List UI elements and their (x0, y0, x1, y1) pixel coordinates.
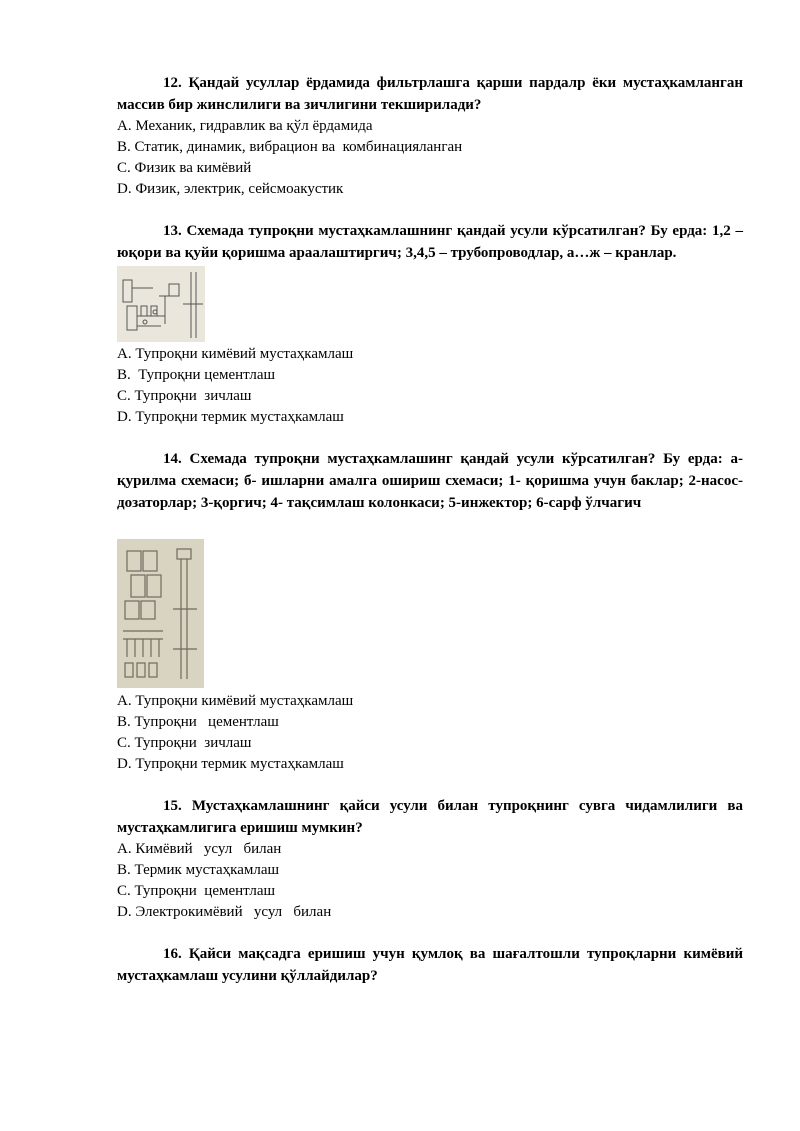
q15-option-c: C. Тупроқни цементлаш (117, 883, 276, 899)
question-14: 14. Схемада тупроқни мустаҳкамлашинг қандай усули кўрсатилган? Бу ерда: а-қурилма схемаси; б- ишларни амалга ошириш схемаси; 1- қоришма учун баклар; 2-насос-дозаторлар; 3-қоргич; 4- тақсимлаш колонкаси; 5-инжектор; 6-сарф ўлчагич (117, 451, 743, 511)
q14-option-a: A. Тупроқни кимёвий мустаҳкамлаш (117, 693, 354, 709)
question-12: 12. Қандай усуллар ёрдамида фильтрлашга қарши пардалр ёки мустаҳкамланган массив бир жинслилиги ва зичлигини текширилади? (117, 75, 743, 113)
soil-cementing-scheme-figure (117, 266, 205, 342)
q12-option-a: A. Механик, гидравлик ва қўл ёрдамида (117, 118, 373, 134)
q13-option-a: A. Тупроқни кимёвий мустаҳкамлаш (117, 346, 354, 362)
q12-option-c: C. Физик ва кимёвий (117, 160, 252, 176)
q14-option-d: D. Тупроқни термик мустаҳкамлаш (117, 756, 344, 772)
question-15: 15. Мустаҳкамлашнинг қайси усули билан тупроқнинг сувга чидамлилиги ва мустаҳкамлигига еришиш мумкин? (117, 798, 743, 836)
q13-option-c: C. Тупроқни зичлаш (117, 388, 252, 404)
q15-option-d: D. Электрокимёвий усул билан (117, 904, 332, 920)
document-page (117, 72, 743, 987)
question-13: 13. Схемада тупроқни мустаҳкамлашнинг қандай усули кўрсатилган? Бу ерда: 1,2 – юқори ва қуйи қоришма араалаштиргич; 3,4,5 – трубопроводлар, а…ж – кранлар. (117, 223, 743, 261)
q15-option-a: A. Кимёвий усул билан (117, 841, 282, 857)
q12-option-b: B. Статик, динамик, вибрацион ва комбинацияланган (117, 139, 463, 155)
question-16: 16. Қайси мақсадга еришиш учун қумлоқ ва шағалтошли тупроқларни кимёвий мустаҳкамлаш усулини қўллайдилар? (117, 946, 743, 984)
q13-option-d: D. Тупроқни термик мустаҳкамлаш (117, 409, 344, 425)
q14-option-b: B. Тупроқни цементлаш (117, 714, 279, 730)
chemical-reinforcement-scheme-figure (117, 539, 204, 688)
q12-option-d: D. Физик, электрик, сейсмоакустик (117, 181, 344, 197)
q13-option-b: B. Тупроқни цементлаш (117, 367, 276, 383)
q14-option-c: C. Тупроқни зичлаш (117, 735, 252, 751)
q15-option-b: B. Термик мустаҳкамлаш (117, 862, 280, 878)
